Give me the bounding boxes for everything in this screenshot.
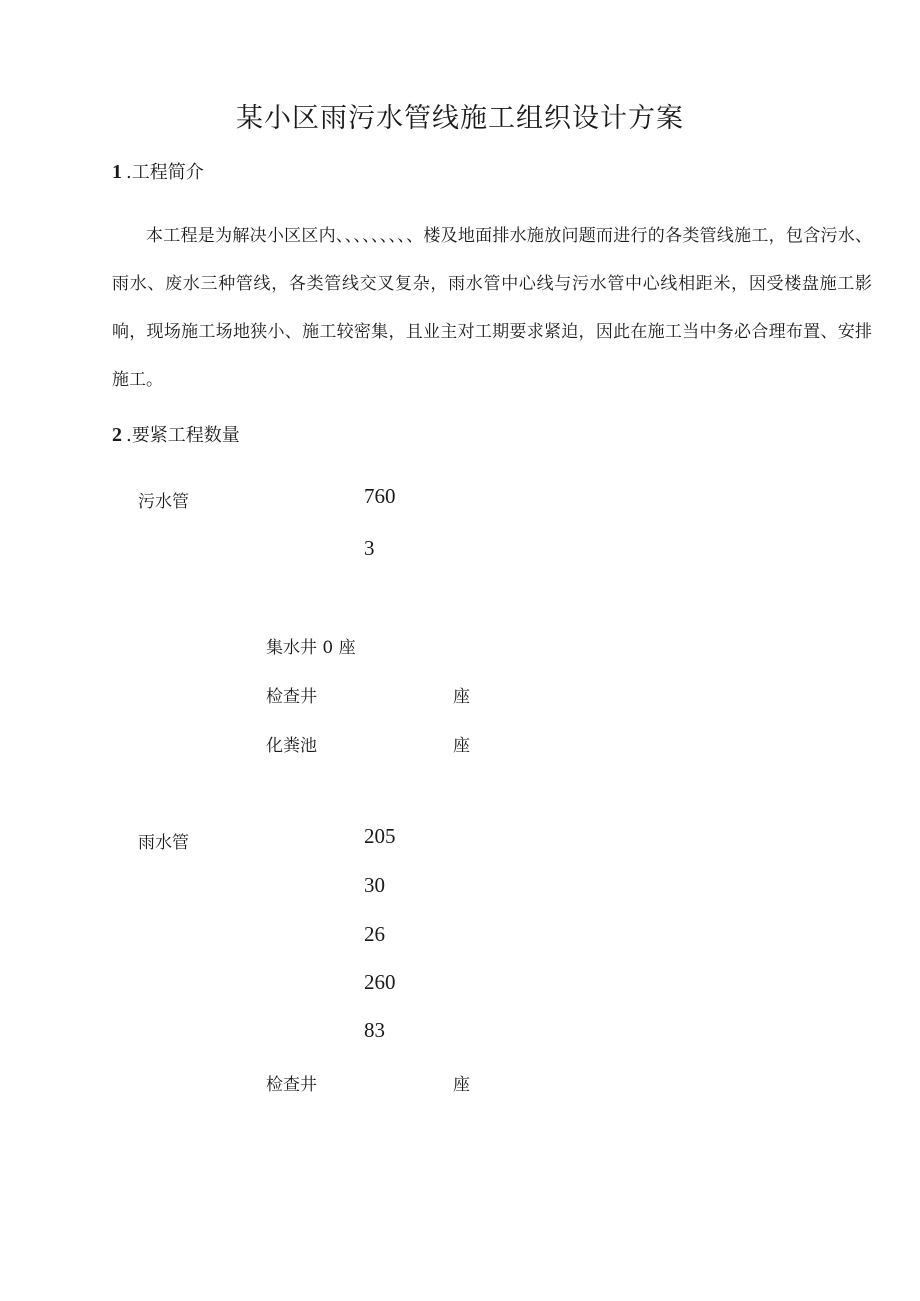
inspection-well-unit: 座: [453, 687, 470, 707]
rain-inspection-well-label: 检查井: [266, 1075, 317, 1095]
section-number: 1: [112, 161, 122, 183]
section-heading-2: [112, 421, 240, 447]
sewage-value-2: 3: [364, 536, 375, 560]
rain-inspection-well-unit: 座: [453, 1075, 470, 1095]
rain-pipe-label: 雨水管: [138, 833, 189, 853]
rain-value-1: 205: [364, 824, 396, 848]
septic-tank-label: 化粪池: [266, 736, 317, 756]
section-title: .工程简介: [126, 162, 204, 183]
rain-value-3: 26: [364, 922, 385, 946]
sump-well-label: 集水井 0 座: [266, 638, 356, 658]
intro-paragraph: [112, 212, 872, 404]
section-title: .要紧工程数量: [126, 425, 240, 446]
sewage-value-1: 760: [364, 484, 396, 508]
intro-text: 本工程是为解决小区区内、、、、、、、、、楼及地面排水施放问题而进行的各类管线施工，包含污水、雨水、废水三种管线，各类管线交叉复杂，雨水管中心线与污水管中心线相距米，因受楼盘施工影响，现场施工场地狭小、施工较密集，且业主对工期要求紧迫，因此在施工当中务必合理布置、安排施工。: [112, 226, 872, 390]
rain-value-2: 30: [364, 873, 385, 897]
section-number: 2: [112, 424, 122, 446]
document-title: 某小区雨污水管线施工组织设计方案: [236, 103, 684, 134]
section-heading-1: [112, 158, 204, 184]
rain-value-5: 83: [364, 1018, 385, 1042]
inspection-well-label: 检查井: [266, 687, 317, 707]
sewage-pipe-label: 污水管: [138, 492, 189, 512]
septic-tank-unit: 座: [453, 736, 470, 756]
rain-value-4: 260: [364, 970, 396, 994]
